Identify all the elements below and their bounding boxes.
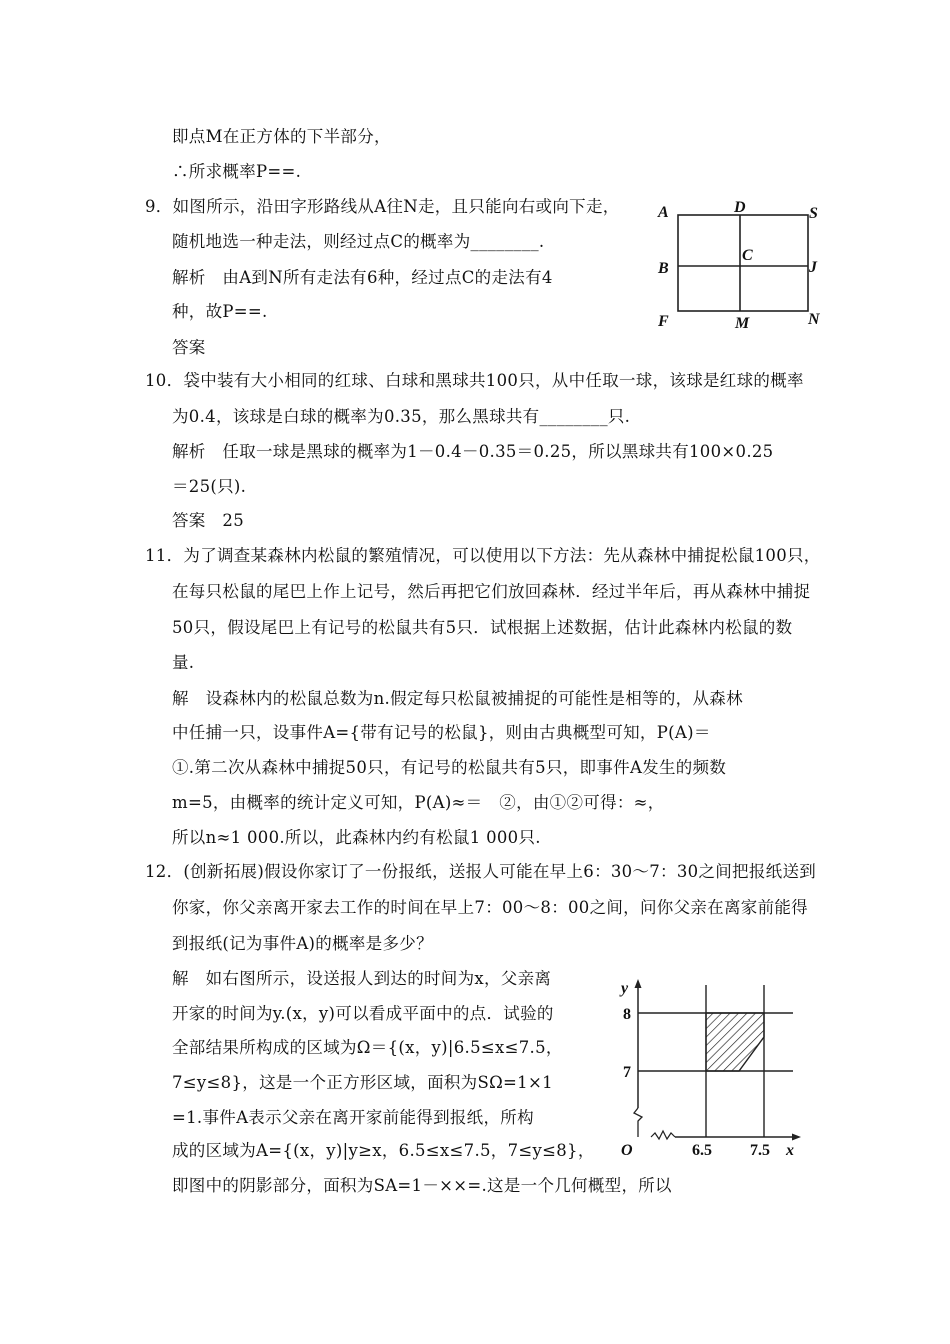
point-label: A <box>658 204 669 221</box>
point-label: F <box>658 313 669 330</box>
origin-label: O <box>621 1142 633 1159</box>
problem-10-stem: 10．袋中装有大小相同的红球、白球和黑球共100只，从中任取一球，该球是红球的概率 <box>145 371 804 390</box>
answer-label: 答案 25 <box>172 511 244 530</box>
x-axis-label: x <box>786 1142 794 1159</box>
x-axis-break <box>651 1131 675 1139</box>
text-line: 你家，你父亲离开家去工作的时间在早上7：00～8：00之间，问你父亲在离家前能得 <box>172 898 808 917</box>
text-line: 50只，假设尾巴上有记号的松鼠共有5只．试根据上述数据，估计此森林内松鼠的数 <box>172 618 793 637</box>
text-line: 中任捕一只，设事件A={带有记号的松鼠}，则由古典概型可知，P(A)＝ <box>172 723 711 742</box>
text-line: m=5，由概率的统计定义可知，P(A)≈＝ ②，由①②可得：≈， <box>172 793 665 812</box>
problem-11-stem: 11．为了调查某森林内松鼠的繁殖情况，可以使用以下方法：先从森林中捕捉松鼠100只， <box>145 546 821 565</box>
text-line: 7≤y≤8}，这是一个正方形区域，面积为SΩ=1×1 <box>172 1073 553 1092</box>
text-line: ∴所求概率P==. <box>172 162 302 181</box>
axis-break <box>634 1108 642 1137</box>
text-line: ＝25(只). <box>172 477 247 496</box>
point-label: M <box>735 315 750 332</box>
point-label: D <box>734 199 746 216</box>
y-axis-arrow <box>635 979 642 988</box>
point-label: B <box>658 260 669 277</box>
text-line: 解 如右图所示，设送报人到达的时间为x，父亲离 <box>172 969 552 988</box>
text-line: 到报纸(记为事件A)的概率是多少？ <box>172 934 433 953</box>
point-label: N <box>808 311 820 328</box>
text-line: 成的区域为A={(x，y)|y≥x，6.5≤x≤7.5，7≤y≤8}， <box>172 1141 595 1160</box>
text-line: 全部结果所构成的区域为Ω＝{(x，y)|6.5≤x≤7.5， <box>172 1038 563 1057</box>
text-line: 即图中的阴影部分，面积为SA=1－××=.这是一个几何概型，所以 <box>172 1176 672 1195</box>
text-line: 所以n≈1 000.所以，此森林内约有松鼠1 000只. <box>172 828 541 847</box>
problem-12-stem: 12．(创新拓展)假设你家订了一份报纸，送报人可能在早上6：30～7：30之间把报纸送到 <box>145 862 817 881</box>
answer-label: 答案 <box>172 338 206 357</box>
text-line: =1.事件A表示父亲在离开家前能得到报纸，所构 <box>172 1108 534 1127</box>
text-line: 为0.4，该球是白球的概率为0.35，那么黑球共有________只. <box>172 407 631 426</box>
shaded-region <box>706 1013 764 1071</box>
x-axis-arrow <box>792 1134 801 1141</box>
text-line: 随机地选一种走法，则经过点C的概率为________. <box>172 232 545 251</box>
text-line: ①.第二次从森林中捕捉50只，有记号的松鼠共有5只，即事件A发生的频数 <box>172 758 727 777</box>
text-line: 解析 由A到N所有走法有6种，经过点C的走法有4 <box>172 268 553 287</box>
grid-path-figure <box>650 195 840 335</box>
x-tick-label: 7.5 <box>750 1142 770 1159</box>
problem-9-stem: 9．如图所示，沿田字形路线从A往N走，且只能向右或向下走， <box>145 197 620 216</box>
point-label: J <box>809 259 817 276</box>
probability-region-figure <box>615 975 805 1165</box>
text-line: 解 设森林内的松鼠总数为n.假定每只松鼠被捕捉的可能性是相等的，从森林 <box>172 689 743 708</box>
text-line: 种，故P==. <box>172 302 268 321</box>
x-tick-label: 6.5 <box>692 1142 712 1159</box>
y-axis-label: y <box>621 980 629 997</box>
y-tick-label: 7 <box>623 1064 631 1081</box>
point-label: C <box>742 247 753 264</box>
text-line: 量. <box>172 653 195 672</box>
text-line: 即点M在正方体的下半部分， <box>172 127 391 146</box>
text-line: 解析 任取一球是黑球的概率为1－0.4－0.35＝0.25，所以黑球共有100×0.25 <box>172 442 774 461</box>
y-tick-label: 8 <box>623 1006 631 1023</box>
text-line: 在每只松鼠的尾巴上作上记号，然后再把它们放回森林．经过半年后，再从森林中捕捉 <box>172 582 811 601</box>
text-line: 开家的时间为y.(x，y)可以看成平面中的点．试验的 <box>172 1004 554 1023</box>
point-label: S <box>809 205 818 222</box>
